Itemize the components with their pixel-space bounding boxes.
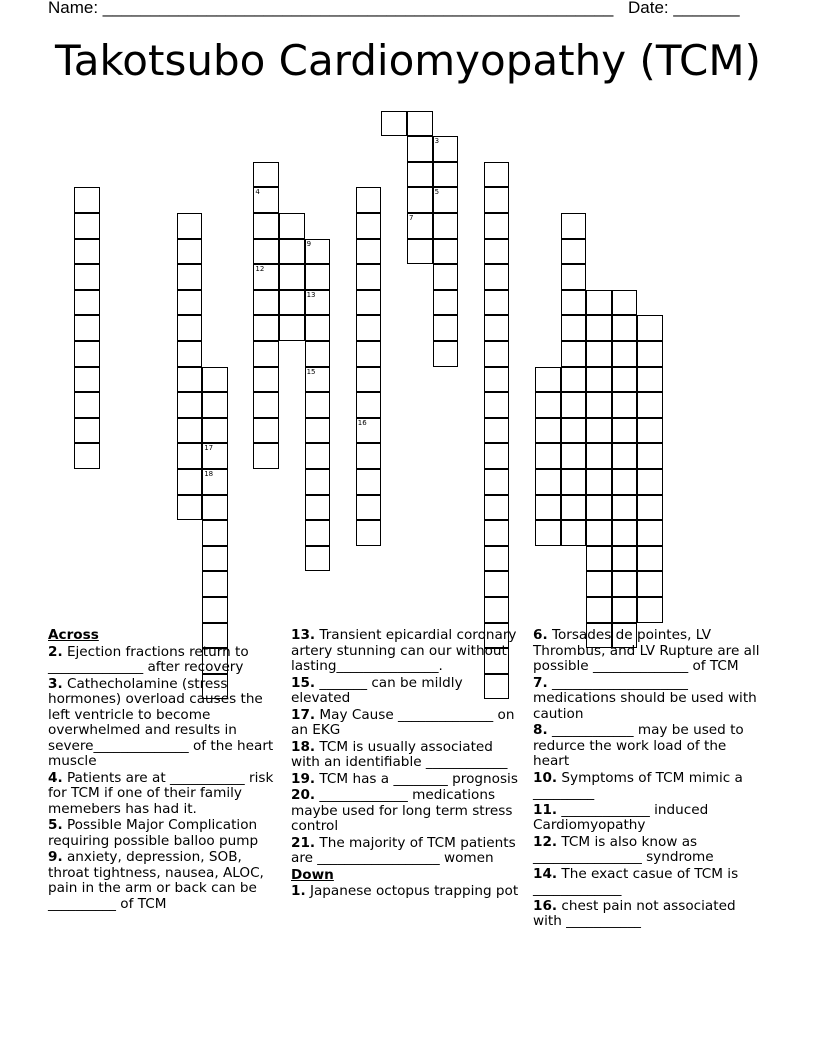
across-clue (48, 850, 284, 912)
grid-cell[interactable] (535, 418, 561, 444)
clue-number: 13 (306, 290, 316, 299)
grid-cell[interactable] (305, 239, 331, 265)
grid-cell[interactable] (407, 111, 433, 137)
grid-cell[interactable] (253, 264, 279, 290)
grid-cell[interactable] (612, 546, 638, 572)
across-clue (291, 708, 523, 739)
grid-cell[interactable] (561, 418, 587, 444)
across-clue (291, 628, 523, 675)
grid-cell[interactable] (561, 367, 587, 393)
clue-text: Possible Major Complication requiring possible balloo pump (48, 817, 259, 849)
grid-cell[interactable] (279, 239, 305, 265)
grid-cell[interactable] (74, 418, 100, 444)
grid-cell[interactable] (433, 162, 459, 188)
grid-cell[interactable] (535, 367, 561, 393)
grid-cell[interactable] (177, 290, 203, 316)
clue-number: 10. (533, 769, 558, 786)
clue-text: ____________________ medications should be used with caution (533, 674, 757, 722)
grid-cell[interactable] (586, 290, 612, 316)
clue-text: TCM is also know as ________________ syndrome (533, 833, 714, 865)
grid-cell[interactable] (561, 290, 587, 316)
down-clue (533, 628, 763, 675)
grid-cell[interactable] (177, 495, 203, 521)
grid-cell[interactable] (612, 418, 638, 444)
grid-cell[interactable] (202, 546, 228, 572)
grid-cell[interactable] (407, 187, 433, 213)
grid-cell[interactable] (253, 392, 279, 418)
grid-cell[interactable] (74, 187, 100, 213)
grid-cell[interactable] (586, 443, 612, 469)
grid-cell[interactable] (484, 546, 510, 572)
grid-cell[interactable] (484, 367, 510, 393)
grid-cell[interactable] (177, 418, 203, 444)
grid-cell[interactable] (305, 341, 331, 367)
grid-cell[interactable] (74, 213, 100, 239)
grid-cell[interactable] (202, 443, 228, 469)
clues-column-1 (48, 628, 284, 913)
grid-cell[interactable] (356, 213, 382, 239)
grid-cell[interactable] (637, 520, 663, 546)
grid-cell[interactable] (433, 341, 459, 367)
grid-cell[interactable] (253, 213, 279, 239)
grid-cell[interactable] (305, 443, 331, 469)
grid-cell[interactable] (535, 495, 561, 521)
clue-number: 12. (533, 833, 558, 850)
grid-cell[interactable] (253, 443, 279, 469)
grid-cell[interactable] (74, 392, 100, 418)
grid-cell[interactable] (74, 341, 100, 367)
grid-cell[interactable] (612, 597, 638, 623)
grid-cell[interactable] (407, 162, 433, 188)
grid-cell[interactable] (612, 571, 638, 597)
grid-cell[interactable] (561, 213, 587, 239)
grid-cell[interactable] (637, 571, 663, 597)
grid-cell[interactable] (612, 443, 638, 469)
grid-cell[interactable] (279, 315, 305, 341)
grid-cell[interactable] (356, 187, 382, 213)
clue-text: anxiety, depression, SOB, throat tightness, nausea, ALOC, pain in the arm or back can be __________ of TCM (48, 849, 264, 912)
grid-cell[interactable] (253, 315, 279, 341)
clue-number: 18 (204, 470, 214, 478)
grid-cell[interactable] (177, 239, 203, 265)
grid-cell[interactable] (253, 162, 279, 188)
grid-cell[interactable] (484, 418, 510, 444)
grid-cell[interactable] (356, 239, 382, 265)
grid-cell[interactable] (279, 213, 305, 239)
grid-cell[interactable] (279, 290, 305, 316)
grid-cell[interactable] (637, 392, 663, 418)
across-clue (48, 771, 284, 818)
grid-cell[interactable] (612, 367, 638, 393)
grid-cell[interactable] (253, 239, 279, 265)
grid-cell[interactable] (484, 315, 510, 341)
grid-cell[interactable] (305, 392, 331, 418)
grid-cell[interactable] (637, 495, 663, 521)
clue-text: Ejection fractions return to ______________ after recovery (48, 643, 249, 675)
across-clue (291, 836, 523, 867)
grid-cell[interactable] (305, 290, 331, 316)
grid-cell[interactable] (637, 443, 663, 469)
grid-cell[interactable] (561, 315, 587, 341)
grid-cell[interactable] (484, 571, 510, 597)
grid-cell[interactable] (356, 392, 382, 418)
clue-number: 8. (533, 722, 548, 738)
grid-cell[interactable] (202, 571, 228, 597)
grid-cell[interactable] (612, 392, 638, 418)
grid-cell[interactable] (381, 111, 407, 137)
clue-number: 3. (48, 675, 63, 692)
clue-text: TCM is usually associated with an identifiable ____________ (291, 738, 508, 770)
grid-cell[interactable] (356, 367, 382, 393)
grid-cell[interactable] (177, 367, 203, 393)
clue-number: 2. (48, 643, 63, 660)
grid-cell[interactable] (407, 213, 433, 239)
grid-cell[interactable] (433, 264, 459, 290)
grid-cell[interactable] (561, 239, 587, 265)
grid-cell[interactable] (484, 443, 510, 469)
grid-cell[interactable] (74, 239, 100, 265)
grid-cell[interactable] (202, 495, 228, 521)
clue-number: 14. (533, 865, 558, 882)
clue-number: 17. (291, 706, 316, 723)
grid-cell[interactable] (586, 520, 612, 546)
grid-cell[interactable] (637, 546, 663, 572)
clue-number: 15 (306, 367, 316, 376)
across-clue (291, 788, 523, 835)
clue-text: Cathecholamine (stress hormones) overload causes the left ventricle to become overwhelmed and results in severe______________ of the heart muscle (48, 675, 274, 769)
grid-cell[interactable] (74, 315, 100, 341)
clue-number: 15. (291, 674, 316, 691)
grid-cell[interactable] (561, 520, 587, 546)
grid-cell[interactable] (177, 315, 203, 341)
clue-number: 9 (306, 239, 312, 248)
across-clue (291, 772, 523, 788)
grid-cell[interactable] (433, 136, 459, 162)
clue-number: 4. (48, 769, 63, 786)
grid-cell[interactable] (586, 367, 612, 393)
clue-number: 1. (291, 883, 306, 899)
clue-number: 7 (409, 214, 414, 222)
grid-cell[interactable] (356, 418, 382, 444)
page-title: Takotsubo Cardiomyopathy (TCM) (55, 36, 761, 85)
down-clue (533, 771, 763, 802)
grid-cell[interactable] (561, 469, 587, 495)
grid-cell[interactable] (305, 495, 331, 521)
down-clue (291, 884, 523, 900)
name-field[interactable]: Name: ______________________________________________________ (48, 0, 614, 17)
clue-text: The exact casue of TCM is _____________ (533, 865, 739, 897)
clue-number: 6. (533, 627, 548, 643)
clue-text: _____________ induced Cardiomyopathy (533, 801, 709, 833)
grid-cell[interactable] (637, 315, 663, 341)
clue-number: 5. (48, 817, 63, 833)
clues-column-3 (533, 628, 763, 931)
grid-cell[interactable] (535, 520, 561, 546)
grid-cell[interactable] (484, 520, 510, 546)
grid-cell[interactable] (407, 136, 433, 162)
grid-cell[interactable] (356, 520, 382, 546)
clue-text: ____________ may be used to redurce the work load of the heart (533, 722, 744, 769)
grid-cell[interactable] (253, 367, 279, 393)
grid-cell[interactable] (586, 469, 612, 495)
grid-cell[interactable] (202, 469, 228, 495)
grid-cell[interactable] (305, 418, 331, 444)
grid-cell[interactable] (253, 341, 279, 367)
grid-cell[interactable] (586, 418, 612, 444)
grid-cell[interactable] (74, 290, 100, 316)
clue-text: Torsades de pointes, LV Thrombus, and LV Rupture are all possible ______________ of TCM (533, 627, 760, 674)
grid-cell[interactable] (407, 239, 433, 265)
grid-cell[interactable] (586, 315, 612, 341)
grid-cell[interactable] (177, 392, 203, 418)
grid-cell[interactable] (612, 520, 638, 546)
grid-cell[interactable] (356, 495, 382, 521)
grid-cell[interactable] (433, 290, 459, 316)
grid-cell[interactable] (433, 239, 459, 265)
grid-cell[interactable] (356, 469, 382, 495)
clue-text: chest pain not associated with ___________ (533, 897, 736, 929)
grid-cell[interactable] (202, 520, 228, 546)
grid-cell[interactable] (484, 162, 510, 188)
grid-cell[interactable] (484, 290, 510, 316)
grid-cell[interactable] (612, 469, 638, 495)
grid-cell[interactable] (637, 367, 663, 393)
grid-cell[interactable] (356, 315, 382, 341)
grid-cell[interactable] (305, 520, 331, 546)
down-clue (533, 676, 763, 723)
clue-number: 5 (434, 188, 440, 197)
grid-cell[interactable] (74, 367, 100, 393)
clue-number: 18. (291, 738, 316, 755)
grid-cell[interactable] (305, 315, 331, 341)
grid-cell[interactable] (535, 443, 561, 469)
grid-cell[interactable] (253, 187, 279, 213)
grid-cell[interactable] (484, 392, 510, 418)
clue-text: _____________ medications maybe used for long term stress control (291, 787, 513, 834)
clue-number: 21. (291, 834, 316, 851)
clue-number: 17 (204, 444, 214, 453)
grid-cell[interactable] (561, 392, 587, 418)
grid-cell[interactable] (484, 469, 510, 495)
clue-text: Symptoms of TCM mimic a _________ (533, 769, 743, 801)
grid-cell[interactable] (561, 264, 587, 290)
clue-number: 3 (434, 137, 440, 146)
grid-cell[interactable] (535, 469, 561, 495)
clue-number: 13. (291, 627, 316, 643)
clue-number: 16. (533, 897, 558, 914)
clue-text: Japanese octopus trapping pot (305, 883, 519, 899)
grid-cell[interactable] (586, 392, 612, 418)
down-clue (533, 835, 763, 866)
grid-cell[interactable] (561, 341, 587, 367)
grid-cell[interactable] (305, 546, 331, 572)
clue-number: 12 (255, 265, 265, 274)
clue-text: Transient epicardial coronary artery stunning can our without lasting_______________. (291, 627, 517, 674)
grid-cell[interactable] (586, 571, 612, 597)
grid-cell[interactable] (433, 213, 459, 239)
clue-text: _______ can be mildly elevated (291, 674, 463, 706)
grid-cell[interactable] (253, 418, 279, 444)
clue-number: 16 (357, 418, 367, 427)
grid-cell[interactable] (586, 597, 612, 623)
clue-text: Patients are at ___________ risk for TCM if one of their family memebers has had it. (48, 769, 274, 817)
clue-number: 11. (533, 801, 558, 818)
grid-cell[interactable] (484, 597, 510, 623)
across-clue (291, 676, 523, 707)
grid-cell[interactable] (586, 495, 612, 521)
grid-cell[interactable] (356, 264, 382, 290)
grid-cell[interactable] (484, 187, 510, 213)
grid-cell[interactable] (586, 341, 612, 367)
grid-cell[interactable] (279, 264, 305, 290)
across-clue (48, 677, 284, 770)
grid-cell[interactable] (356, 290, 382, 316)
date-field[interactable]: Date: _______ (628, 0, 740, 17)
grid-cell[interactable] (305, 367, 331, 393)
down-clue (533, 899, 763, 930)
grid-cell[interactable] (484, 341, 510, 367)
down-clue (533, 803, 763, 834)
clue-number: 19. (291, 770, 316, 787)
grid-cell[interactable] (612, 341, 638, 367)
grid-cell[interactable] (202, 367, 228, 393)
grid-cell[interactable] (74, 264, 100, 290)
down-clue (533, 723, 763, 770)
across-clue (291, 740, 523, 771)
clue-number: 4 (255, 188, 260, 197)
grid-cell[interactable] (637, 418, 663, 444)
grid-cell[interactable] (484, 239, 510, 265)
grid-cell[interactable] (561, 495, 587, 521)
grid-cell[interactable] (484, 264, 510, 290)
grid-cell[interactable] (177, 213, 203, 239)
grid-cell[interactable] (177, 264, 203, 290)
grid-cell[interactable] (433, 315, 459, 341)
grid-cell[interactable] (561, 443, 587, 469)
grid-cell[interactable] (177, 469, 203, 495)
clue-text: May Cause ______________ on an EKG (291, 706, 515, 738)
clue-text: TCM has a ________ prognosis (315, 770, 518, 787)
down-heading: Down (291, 866, 334, 883)
grid-cell[interactable] (253, 290, 279, 316)
grid-cell[interactable] (356, 341, 382, 367)
clue-number: 7. (533, 674, 548, 691)
grid-cell[interactable] (177, 341, 203, 367)
grid-cell[interactable] (356, 443, 382, 469)
grid-cell[interactable] (586, 546, 612, 572)
grid-cell[interactable] (202, 392, 228, 418)
grid-cell[interactable] (535, 392, 561, 418)
across-clue (48, 818, 284, 849)
grid-cell[interactable] (637, 341, 663, 367)
grid-cell[interactable] (612, 290, 638, 316)
grid-cell[interactable] (202, 597, 228, 623)
grid-cell[interactable] (74, 443, 100, 469)
clue-number: 20. (291, 787, 316, 803)
across-clue (48, 645, 284, 676)
grid-cell[interactable] (612, 495, 638, 521)
grid-cell[interactable] (202, 418, 228, 444)
clues-column-2 (291, 628, 523, 901)
grid-cell[interactable] (637, 469, 663, 495)
grid-cell[interactable] (637, 597, 663, 623)
grid-cell[interactable] (177, 443, 203, 469)
grid-cell[interactable] (305, 264, 331, 290)
clue-text: The majority of TCM patients are __________________ women (291, 834, 516, 866)
clue-number: 9. (48, 849, 63, 865)
grid-cell[interactable] (484, 213, 510, 239)
across-heading: Across (48, 627, 99, 643)
grid-cell[interactable] (612, 315, 638, 341)
grid-cell[interactable] (433, 187, 459, 213)
down-clue (533, 867, 763, 898)
grid-cell[interactable] (305, 469, 331, 495)
grid-cell[interactable] (484, 495, 510, 521)
